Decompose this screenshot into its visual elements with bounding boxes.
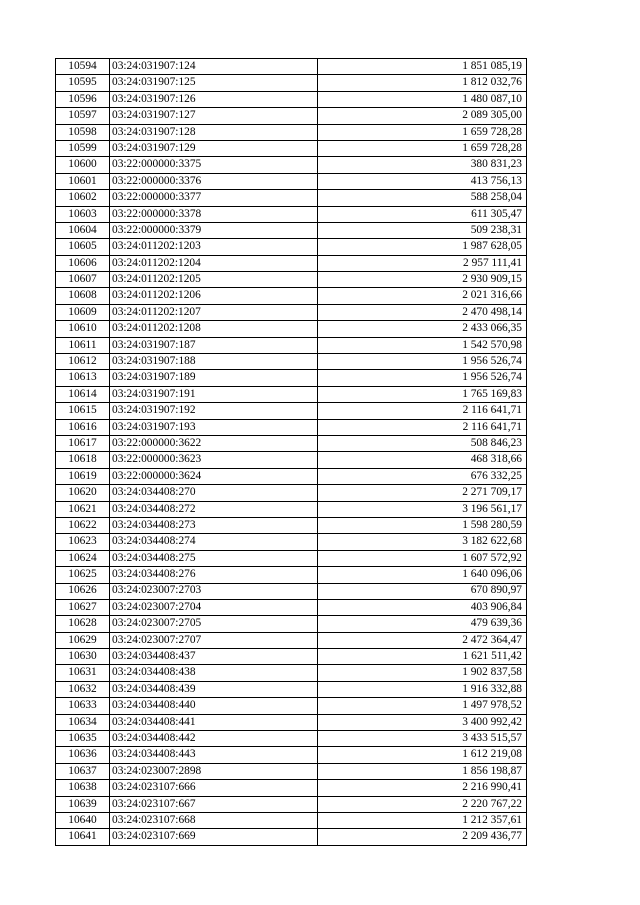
cadastral-number-cell: 03:24:023107:669 — [110, 829, 318, 845]
row-number-cell: 10608 — [56, 288, 110, 304]
row-number-cell: 10619 — [56, 468, 110, 484]
cadastral-number-cell: 03:22:000000:3376 — [110, 173, 318, 189]
row-number-cell: 10621 — [56, 501, 110, 517]
table-row — [56, 599, 527, 615]
row-number-cell: 10634 — [56, 714, 110, 730]
row-number-cell: 10622 — [56, 517, 110, 533]
cadastral-value-cell: 508 846,23 — [318, 435, 527, 451]
row-number-cell: 10607 — [56, 272, 110, 288]
table-row — [56, 796, 527, 812]
cadastral-number-cell: 03:24:034408:443 — [110, 747, 318, 763]
cadastral-value-cell: 468 318,66 — [318, 452, 527, 468]
row-number-cell: 10630 — [56, 649, 110, 665]
row-number-cell: 10640 — [56, 812, 110, 828]
row-number-cell: 10603 — [56, 206, 110, 222]
cadastral-value-cell: 403 906,84 — [318, 599, 527, 615]
cadastral-value-cell: 2 216 990,41 — [318, 780, 527, 796]
table-row — [56, 747, 527, 763]
cadastral-value-cell: 588 258,04 — [318, 190, 527, 206]
cadastral-number-cell: 03:24:011202:1207 — [110, 304, 318, 320]
cadastral-number-cell: 03:24:034408:276 — [110, 567, 318, 583]
row-number-cell: 10599 — [56, 140, 110, 156]
row-number-cell: 10594 — [56, 59, 110, 75]
cadastral-value-cell: 2 116 641,71 — [318, 403, 527, 419]
row-number-cell: 10617 — [56, 435, 110, 451]
cadastral-value-cell: 2 472 364,47 — [318, 632, 527, 648]
table-row — [56, 124, 527, 140]
table-row — [56, 812, 527, 828]
row-number-cell: 10604 — [56, 222, 110, 238]
table-row — [56, 140, 527, 156]
cadastral-number-cell: 03:24:034408:270 — [110, 485, 318, 501]
cadastral-value-cell: 1 902 837,58 — [318, 665, 527, 681]
cadastral-value-cell: 1 956 526,74 — [318, 354, 527, 370]
cadastral-number-cell: 03:24:034408:438 — [110, 665, 318, 681]
cadastral-number-cell: 03:24:034408:440 — [110, 698, 318, 714]
row-number-cell: 10628 — [56, 616, 110, 632]
cadastral-number-cell: 03:22:000000:3377 — [110, 190, 318, 206]
table-row — [56, 550, 527, 566]
cadastral-number-cell: 03:24:023007:2898 — [110, 763, 318, 779]
cadastral-value-cell: 1 812 032,76 — [318, 75, 527, 91]
row-number-cell: 10633 — [56, 698, 110, 714]
cadastral-value-cell: 1 497 978,52 — [318, 698, 527, 714]
row-number-cell: 10631 — [56, 665, 110, 681]
cadastral-number-cell: 03:24:034408:439 — [110, 681, 318, 697]
row-number-cell: 10616 — [56, 419, 110, 435]
cadastral-value-cell: 2 021 316,66 — [318, 288, 527, 304]
row-number-cell: 10595 — [56, 75, 110, 91]
table-row — [56, 222, 527, 238]
row-number-cell: 10636 — [56, 747, 110, 763]
row-number-cell: 10618 — [56, 452, 110, 468]
table-row — [56, 239, 527, 255]
table-row — [56, 157, 527, 173]
table-row — [56, 173, 527, 189]
table-row — [56, 354, 527, 370]
cadastral-value-cell: 3 182 622,68 — [318, 534, 527, 550]
table-row — [56, 59, 527, 75]
cadastral-value-cell: 479 639,36 — [318, 616, 527, 632]
cadastral-number-cell: 03:24:031907:191 — [110, 386, 318, 402]
cadastral-value-cell: 1 542 570,98 — [318, 337, 527, 353]
cadastral-value-cell: 611 305,47 — [318, 206, 527, 222]
cadastral-value-cell: 1 612 219,08 — [318, 747, 527, 763]
row-number-cell: 10625 — [56, 567, 110, 583]
row-number-cell: 10620 — [56, 485, 110, 501]
cadastral-number-cell: 03:24:023007:2703 — [110, 583, 318, 599]
row-number-cell: 10614 — [56, 386, 110, 402]
row-number-cell: 10632 — [56, 681, 110, 697]
cadastral-value-cell: 3 400 992,42 — [318, 714, 527, 730]
cadastral-value-cell: 2 116 641,71 — [318, 419, 527, 435]
cadastral-number-cell: 03:24:023107:667 — [110, 796, 318, 812]
cadastral-number-cell: 03:22:000000:3379 — [110, 222, 318, 238]
cadastral-value-cell: 1 607 572,92 — [318, 550, 527, 566]
table-row — [56, 255, 527, 271]
row-number-cell: 10639 — [56, 796, 110, 812]
cadastral-number-cell: 03:24:031907:188 — [110, 354, 318, 370]
table-row — [56, 75, 527, 91]
row-number-cell: 10598 — [56, 124, 110, 140]
cadastral-value-cell: 1 851 085,19 — [318, 59, 527, 75]
row-number-cell: 10606 — [56, 255, 110, 271]
table-row — [56, 485, 527, 501]
table-row — [56, 714, 527, 730]
table-row — [56, 419, 527, 435]
cadastral-number-cell: 03:24:034408:437 — [110, 649, 318, 665]
cadastral-number-cell: 03:24:031907:129 — [110, 140, 318, 156]
cadastral-value-cell: 3 433 515,57 — [318, 731, 527, 747]
cadastral-value-cell: 1 956 526,74 — [318, 370, 527, 386]
row-number-cell: 10615 — [56, 403, 110, 419]
table-row — [56, 91, 527, 107]
table-row — [56, 649, 527, 665]
table-row — [56, 517, 527, 533]
row-number-cell: 10626 — [56, 583, 110, 599]
cadastral-number-cell: 03:22:000000:3624 — [110, 468, 318, 484]
table-row — [56, 731, 527, 747]
cadastral-value-cell: 2 271 709,17 — [318, 485, 527, 501]
row-number-cell: 10638 — [56, 780, 110, 796]
row-number-cell: 10641 — [56, 829, 110, 845]
cadastral-value-cell: 676 332,25 — [318, 468, 527, 484]
cadastral-number-cell: 03:24:031907:189 — [110, 370, 318, 386]
table-row — [56, 468, 527, 484]
cadastral-number-cell: 03:24:031907:193 — [110, 419, 318, 435]
table-row — [56, 681, 527, 697]
table-row — [56, 272, 527, 288]
row-number-cell: 10600 — [56, 157, 110, 173]
cadastral-value-cell: 3 196 561,17 — [318, 501, 527, 517]
cadastral-value-cell: 2 433 066,35 — [318, 321, 527, 337]
cadastral-value-cell: 1 621 511,42 — [318, 649, 527, 665]
table-row — [56, 616, 527, 632]
cadastral-value-cell: 1 987 628,05 — [318, 239, 527, 255]
cadastral-value-cell: 509 238,31 — [318, 222, 527, 238]
table-row — [56, 108, 527, 124]
cadastral-value-cell: 1 480 087,10 — [318, 91, 527, 107]
cadastral-number-cell: 03:22:000000:3622 — [110, 435, 318, 451]
row-number-cell: 10602 — [56, 190, 110, 206]
table-row — [56, 534, 527, 550]
cadastral-number-cell: 03:24:034408:441 — [110, 714, 318, 730]
table-row — [56, 583, 527, 599]
cadastral-value-cell: 2 470 498,14 — [318, 304, 527, 320]
cadastral-number-cell: 03:24:011202:1205 — [110, 272, 318, 288]
cadastral-number-cell: 03:22:000000:3378 — [110, 206, 318, 222]
table-row — [56, 370, 527, 386]
row-number-cell: 10612 — [56, 354, 110, 370]
cadastral-number-cell: 03:24:031907:192 — [110, 403, 318, 419]
table-row — [56, 665, 527, 681]
cadastral-number-cell: 03:24:031907:125 — [110, 75, 318, 91]
row-number-cell: 10627 — [56, 599, 110, 615]
cadastral-number-cell: 03:24:023007:2705 — [110, 616, 318, 632]
cadastral-value-cell: 1 856 198,87 — [318, 763, 527, 779]
cadastral-number-cell: 03:24:031907:127 — [110, 108, 318, 124]
row-number-cell: 10596 — [56, 91, 110, 107]
row-number-cell: 10613 — [56, 370, 110, 386]
row-number-cell: 10623 — [56, 534, 110, 550]
table-row — [56, 632, 527, 648]
cadastral-number-cell: 03:24:034408:442 — [110, 731, 318, 747]
cadastral-value-cell: 1 598 280,59 — [318, 517, 527, 533]
row-number-cell: 10635 — [56, 731, 110, 747]
cadastral-number-cell: 03:24:034408:274 — [110, 534, 318, 550]
table-row — [56, 780, 527, 796]
cadastral-number-cell: 03:24:031907:187 — [110, 337, 318, 353]
cadastral-value-cell: 1 640 096,06 — [318, 567, 527, 583]
cadastral-number-cell: 03:22:000000:3623 — [110, 452, 318, 468]
cadastral-value-cell: 380 831,23 — [318, 157, 527, 173]
row-number-cell: 10610 — [56, 321, 110, 337]
row-number-cell: 10611 — [56, 337, 110, 353]
table-row — [56, 288, 527, 304]
cadastral-value-cell: 1 659 728,28 — [318, 140, 527, 156]
table-row — [56, 829, 527, 845]
table-row — [56, 501, 527, 517]
row-number-cell: 10601 — [56, 173, 110, 189]
cadastral-number-cell: 03:24:011202:1206 — [110, 288, 318, 304]
cadastral-value-cell: 1 916 332,88 — [318, 681, 527, 697]
table-row — [56, 321, 527, 337]
cadastral-number-cell: 03:24:011202:1203 — [110, 239, 318, 255]
table-row — [56, 763, 527, 779]
row-number-cell: 10637 — [56, 763, 110, 779]
cadastral-number-cell: 03:24:031907:126 — [110, 91, 318, 107]
row-number-cell: 10605 — [56, 239, 110, 255]
cadastral-value-table — [55, 58, 527, 846]
cadastral-value-cell: 670 890,97 — [318, 583, 527, 599]
table-body — [56, 59, 527, 846]
row-number-cell: 10609 — [56, 304, 110, 320]
cadastral-value-cell: 1 765 169,83 — [318, 386, 527, 402]
cadastral-value-cell: 2 930 909,15 — [318, 272, 527, 288]
cadastral-number-cell: 03:24:031907:124 — [110, 59, 318, 75]
cadastral-value-cell: 1 212 357,61 — [318, 812, 527, 828]
cadastral-value-cell: 413 756,13 — [318, 173, 527, 189]
cadastral-value-cell: 2 957 111,41 — [318, 255, 527, 271]
table-row — [56, 452, 527, 468]
cadastral-number-cell: 03:24:034408:272 — [110, 501, 318, 517]
cadastral-number-cell: 03:24:011202:1204 — [110, 255, 318, 271]
cadastral-value-cell: 2 089 305,00 — [318, 108, 527, 124]
cadastral-number-cell: 03:24:023007:2707 — [110, 632, 318, 648]
table-row — [56, 304, 527, 320]
table-row — [56, 190, 527, 206]
cadastral-number-cell: 03:24:034408:275 — [110, 550, 318, 566]
table-row — [56, 386, 527, 402]
row-number-cell: 10629 — [56, 632, 110, 648]
cadastral-number-cell: 03:24:023107:668 — [110, 812, 318, 828]
table-row — [56, 567, 527, 583]
table-row — [56, 403, 527, 419]
table-row — [56, 337, 527, 353]
cadastral-number-cell: 03:24:034408:273 — [110, 517, 318, 533]
table-row — [56, 435, 527, 451]
table-row — [56, 698, 527, 714]
cadastral-number-cell: 03:24:011202:1208 — [110, 321, 318, 337]
cadastral-value-cell: 1 659 728,28 — [318, 124, 527, 140]
cadastral-number-cell: 03:22:000000:3375 — [110, 157, 318, 173]
cadastral-number-cell: 03:24:023107:666 — [110, 780, 318, 796]
row-number-cell: 10597 — [56, 108, 110, 124]
cadastral-value-cell: 2 220 767,22 — [318, 796, 527, 812]
cadastral-number-cell: 03:24:031907:128 — [110, 124, 318, 140]
table-row — [56, 206, 527, 222]
row-number-cell: 10624 — [56, 550, 110, 566]
cadastral-value-cell: 2 209 436,77 — [318, 829, 527, 845]
cadastral-number-cell: 03:24:023007:2704 — [110, 599, 318, 615]
